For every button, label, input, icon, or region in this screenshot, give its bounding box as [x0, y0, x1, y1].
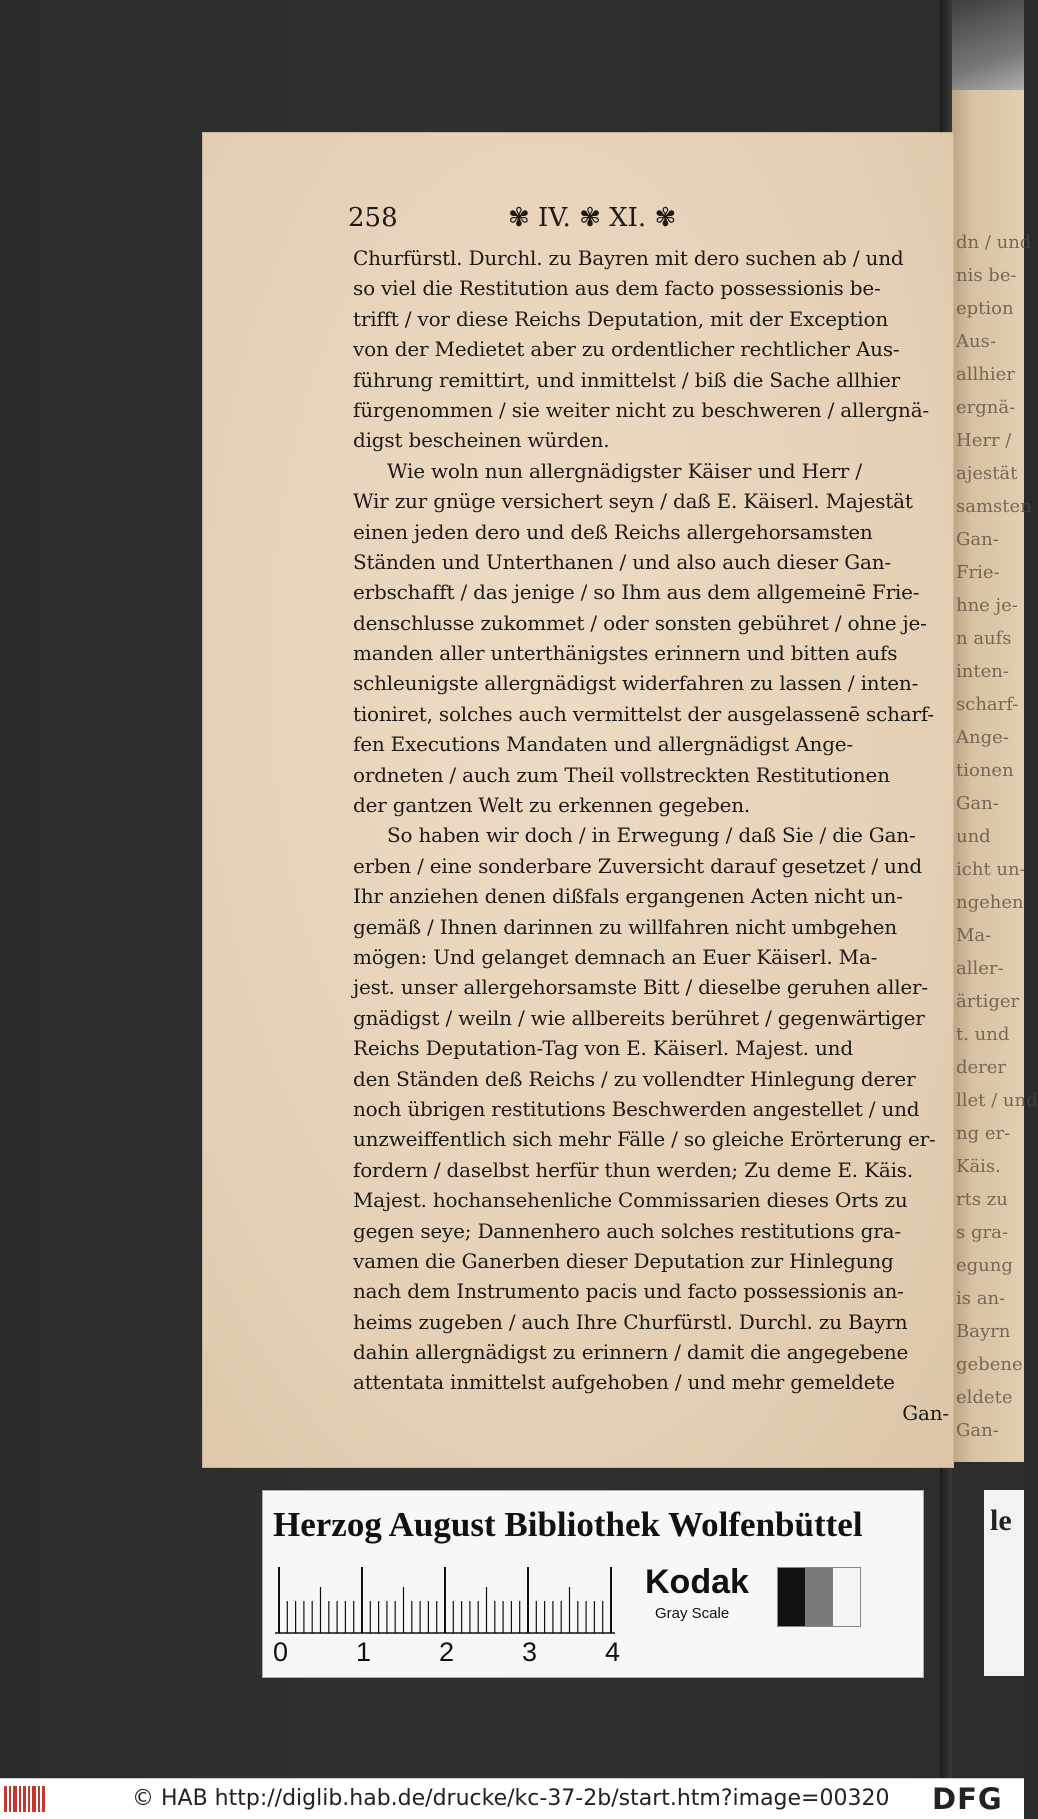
page-number: 258: [348, 203, 398, 233]
neighbor-text-fragment: icht un-: [956, 859, 1026, 880]
ruler-number: 0: [273, 1637, 289, 1667]
neighbor-text-fragment: ngehen: [956, 892, 1024, 913]
scanner-edge-glare: [952, 0, 1024, 100]
neighbor-text-fragment: Gan-: [956, 793, 999, 814]
neighbor-text-fragment: aller-: [956, 958, 1004, 979]
neighbor-text-fragment: dn / und: [956, 232, 1032, 253]
text-line: gemäß / Ihnen darinnen zu willfahren nicht umbgehen: [353, 914, 897, 939]
gray-swatch: [805, 1568, 832, 1626]
text-line: trifft / vor diese Reichs Deputation, mit der Exception: [353, 306, 889, 331]
gray-swatches: [777, 1567, 861, 1627]
gray-swatch: [778, 1568, 805, 1626]
text-line: mögen: Und gelanget demnach an Euer Käiserl. Ma-: [353, 944, 878, 969]
neighbor-text-fragment: eldete: [956, 1387, 1013, 1408]
text-line: Wir zur gnüge versichert seyn / daß E. Käiserl. Majestät: [353, 489, 913, 514]
neighbor-page-strip: [950, 90, 1038, 1462]
neighbor-text-fragment: t. und: [956, 1024, 1010, 1045]
text-line: noch übrigen restitutions Beschwerden angestellet / und: [353, 1096, 920, 1121]
neighbor-text-fragment: inten-: [956, 661, 1009, 682]
neighbor-text-fragment: n aufs: [956, 628, 1012, 649]
neighbor-text-fragment: llet / und: [956, 1090, 1038, 1111]
neighbor-text-fragment: Herr /: [956, 430, 1012, 451]
dfg-logo: DFG: [932, 1782, 1003, 1816]
neighbor-text-fragment: und: [956, 826, 991, 847]
gray-swatch: [833, 1568, 860, 1626]
neighbor-text-fragment: gebene: [956, 1354, 1023, 1375]
text-line: erbschafft / das jenige / so Ihm aus dem allgemeinē Frie-: [353, 580, 920, 605]
gray-scale-label: Gray Scale: [655, 1605, 730, 1622]
neighbor-text-fragment: Aus-: [956, 331, 996, 352]
catchword: Gan-: [902, 1400, 949, 1425]
text-line: vamen die Ganerben dieser Deputation zur Hinlegung: [353, 1248, 894, 1273]
text-line: So haben wir doch / in Erwegung / daß Sie / die Gan-: [387, 823, 916, 848]
neighbor-text-fragment: Bayrn: [956, 1321, 1011, 1342]
text-line: heims zugeben / auch Ihre Churfürstl. Durchl. zu Bayrn: [353, 1309, 908, 1334]
text-line: jest. unser allergehorsamste Bitt / dieselbe geruhen aller-: [353, 975, 928, 1000]
viewer-footer: [0, 1778, 1024, 1819]
color-target-card: [262, 1490, 924, 1678]
neighbor-text-fragment: Käis.: [956, 1156, 1001, 1177]
neighbor-text-fragment: Ma-: [956, 925, 992, 946]
text-line: der gantzen Welt zu erkennen gegeben.: [353, 793, 751, 818]
ruler-number: 4: [605, 1637, 621, 1667]
text-line: attentata inmittelst aufgehoben / und mehr gemeldete: [353, 1370, 895, 1395]
kodak-brand: Kodak: [645, 1563, 749, 1601]
text-line: fordern / daselbst herfür thun werden; Zu deme E. Käis.: [353, 1157, 913, 1182]
text-line: Ihr anziehen denen dißfals ergangenen Acten nicht un-: [353, 884, 903, 909]
text-line: erben / eine sonderbare Zuversicht darauf gesetzet / und: [353, 853, 923, 878]
text-line: digst bescheinen würden.: [353, 428, 610, 453]
text-line: fürgenommen / sie weiter nicht zu beschweren / allergnä-: [353, 397, 929, 422]
barcode-icon: [4, 1786, 48, 1812]
neighbor-text-fragment: ärtiger: [956, 991, 1020, 1012]
neighbor-text-fragment: derer: [956, 1057, 1007, 1078]
second-target-label: le: [990, 1504, 1012, 1537]
text-line: so viel die Restitution aus dem facto possessionis be-: [353, 276, 881, 301]
library-name: Herzog August Bibliothek Wolfenbüttel: [273, 1505, 863, 1544]
text-line: nach dem Instrumento pacis und facto possessionis an-: [353, 1279, 904, 1304]
text-line: gnädigst / weiln / wie allbereits berühret / gegenwärtiger: [353, 1005, 925, 1030]
running-head: ✾ IV. ✾ XI. ✾: [508, 203, 677, 233]
text-line: den Ständen deß Reichs / zu vollendter Hinlegung derer: [353, 1066, 916, 1091]
neighbor-text-fragment: egung: [956, 1255, 1013, 1276]
text-line: fen Executions Mandaten und allergnädigst Ange-: [353, 732, 853, 757]
neighbor-text-fragment: is an-: [956, 1288, 1006, 1309]
neighbor-text-fragment: nis be-: [956, 265, 1017, 286]
text-line: dahin allergnädigst zu erinnern / damit die angegebene: [353, 1340, 909, 1365]
neighbor-text-fragment: Gan-: [956, 529, 999, 550]
neighbor-text-fragment: samsten: [956, 496, 1032, 517]
neighbor-text-fragment: allhier: [956, 364, 1015, 385]
ruler-number: 1: [356, 1637, 372, 1667]
measurement-ruler: [275, 1567, 615, 1635]
neighbor-text-fragment: eption: [956, 298, 1014, 319]
second-target-card: [984, 1490, 1024, 1676]
neighbor-text-fragment: hne je-: [956, 595, 1018, 616]
ruler-number: 2: [439, 1637, 455, 1667]
text-line: manden aller unterthänigstes erinnern und bitten aufs: [353, 641, 898, 666]
page-body-text: [353, 243, 949, 1428]
text-line: Wie woln nun allergnädigster Käiser und Herr /: [387, 458, 862, 483]
neighbor-text-fragment: ajestät: [956, 463, 1018, 484]
neighbor-text-fragment: Frie-: [956, 562, 1000, 583]
text-line: tioniret, solches auch vermittelst der ausgelassenē scharf-: [353, 701, 934, 726]
text-line: führung remittirt, und inmittelst / biß die Sache allhier: [353, 367, 901, 392]
text-line: von der Medietet aber zu ordentlicher rechtlicher Aus-: [353, 337, 900, 362]
text-line: Ständen und Unterthanen / und also auch dieser Gan-: [353, 549, 891, 574]
neighbor-text-fragment: scharf-: [956, 694, 1019, 715]
text-line: Reichs Deputation-Tag von E. Käiserl. Majest. und: [353, 1036, 853, 1061]
text-line: Majest. hochansehenliche Commissarien dieses Orts zu: [353, 1188, 908, 1213]
copyright-link[interactable]: © HAB http://diglib.hab.de/drucke/kc-37-2b/start.htm?image=00320: [132, 1786, 890, 1811]
page-header: [348, 203, 948, 237]
neighbor-text-fragment: ergnä-: [956, 397, 1016, 418]
book-page: [203, 133, 953, 1467]
neighbor-text-fragment: s gra-: [956, 1222, 1008, 1243]
text-line: unzweiffentlich sich mehr Fälle / so gleiche Erörterung er-: [353, 1127, 936, 1152]
text-line: gegen seye; Dannenhero auch solches restitutions gra-: [353, 1218, 901, 1243]
text-line: schleunigste allergnädigst widerfahren zu lassen / inten-: [353, 671, 919, 696]
text-line: Churfürstl. Durchl. zu Bayren mit dero suchen ab / und: [353, 246, 904, 270]
text-line: einen jeden dero und deß Reichs allergehorsamsten: [353, 519, 873, 544]
neighbor-text-fragment: ng er-: [956, 1123, 1011, 1144]
ruler-number: 3: [522, 1637, 538, 1667]
neighbor-text-fragment: tionen: [956, 760, 1014, 781]
text-line: ordneten / auch zum Theil vollstreckten Restitutionen: [353, 762, 890, 787]
neighbor-text-fragment: rts zu: [956, 1189, 1008, 1210]
text-line: denschlusse zukommet / oder sonsten gebühret / ohne je-: [353, 610, 927, 635]
neighbor-text-fragment: Gan-: [956, 1420, 999, 1441]
neighbor-text-fragment: Ange-: [956, 727, 1009, 748]
